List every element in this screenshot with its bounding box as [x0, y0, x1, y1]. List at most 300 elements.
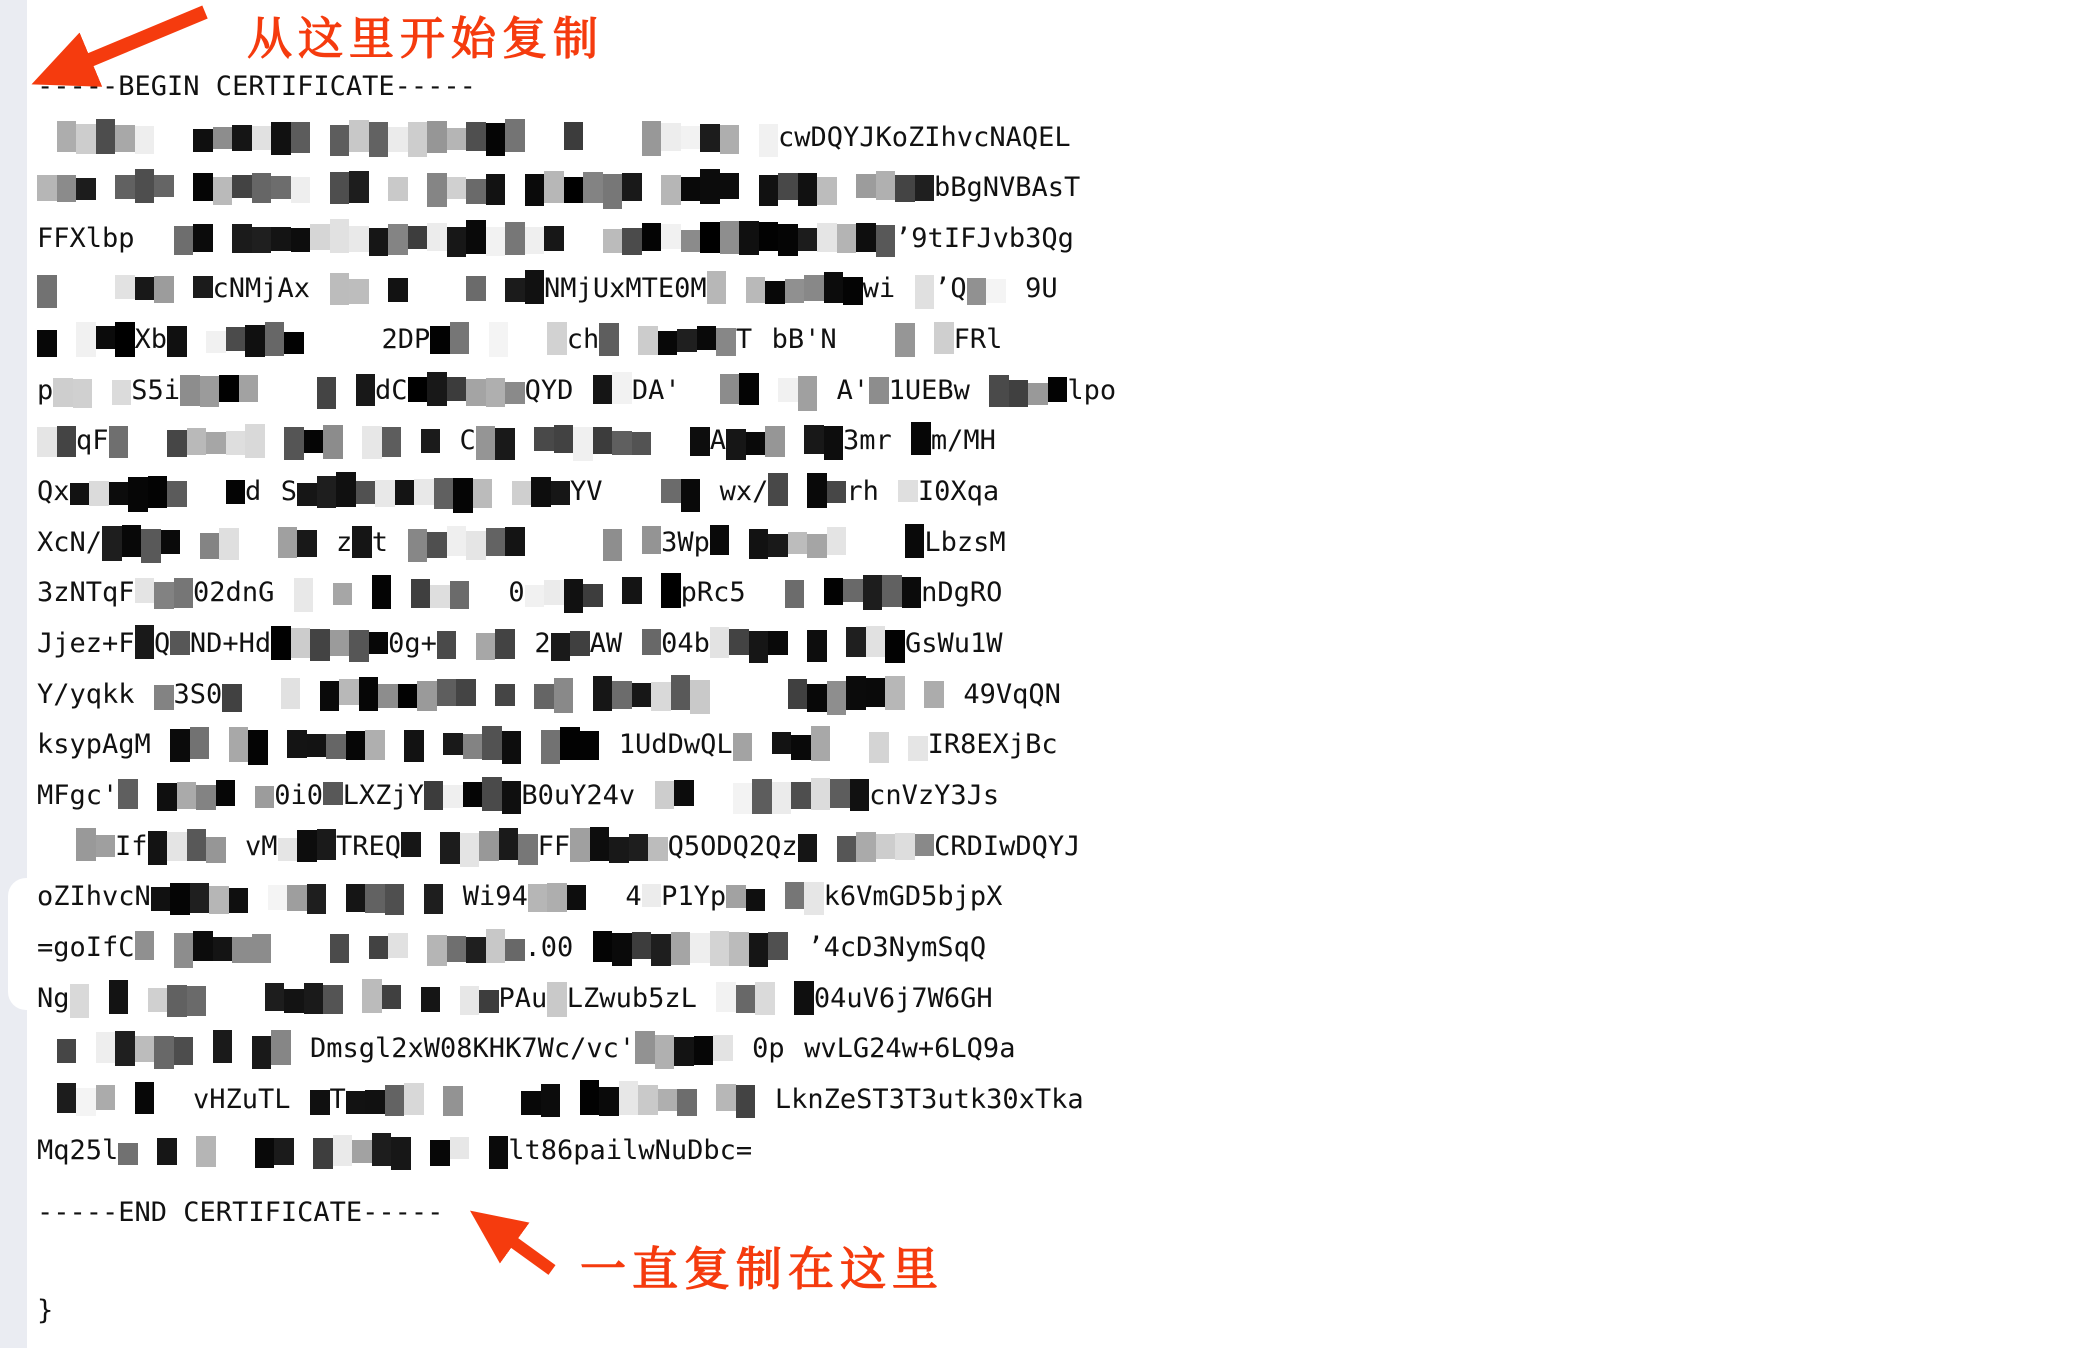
mosaic-block [297, 530, 317, 557]
mosaic-block [791, 735, 811, 760]
mosaic-block [141, 529, 161, 563]
mosaic-block [707, 271, 727, 304]
mosaic-block [284, 989, 304, 1013]
mosaic-block [443, 1086, 463, 1116]
mosaic-block [408, 934, 428, 965]
mosaic-block [388, 528, 408, 555]
mosaic-block [291, 628, 311, 658]
mosaic-block [154, 122, 174, 153]
mosaic-block [772, 782, 792, 814]
mosaic-block [291, 177, 311, 203]
mosaic-block [775, 985, 795, 1011]
mosaic-block [450, 581, 470, 609]
mosaic-block [135, 126, 155, 154]
mosaic-block [466, 937, 486, 963]
mosaic-block [642, 121, 662, 156]
mosaic-block [729, 932, 749, 966]
certificate-fragment: NMjUxMTE0M [544, 273, 707, 305]
certificate-fragment: LXZjY [342, 779, 424, 811]
mosaic-block [440, 832, 460, 864]
mosaic-block [167, 430, 187, 457]
mosaic-block [388, 177, 408, 201]
mosaic-block [697, 1085, 717, 1116]
mosaic-block [323, 331, 343, 354]
mosaic-block [310, 936, 330, 958]
mosaic-block [362, 979, 382, 1013]
mosaic-block [658, 1089, 678, 1111]
mosaic-block [193, 931, 213, 961]
certificate-fragment: Y/yqkk [37, 678, 135, 710]
mosaic-redaction [274, 573, 508, 612]
mosaic-block [681, 381, 701, 406]
mosaic-block [109, 482, 129, 505]
certificate-line [37, 720, 1058, 770]
mosaic-block [739, 373, 759, 405]
mosaic-block [879, 477, 899, 510]
mosaic-block [544, 531, 564, 557]
mosaic-block [291, 935, 311, 962]
mosaic-block [866, 678, 886, 707]
certificate-fragment: 2DP [381, 324, 431, 356]
mosaic-block [674, 1037, 694, 1066]
mosaic-block [622, 123, 642, 156]
mosaic-block [632, 683, 652, 707]
mosaic-redaction [261, 479, 281, 505]
mosaic-block [297, 377, 317, 403]
mosaic-block [885, 630, 905, 663]
mosaic-block [255, 786, 275, 808]
mosaic-block [135, 227, 155, 252]
mosaic-block [593, 427, 613, 454]
mosaic-block [528, 324, 548, 359]
certificate-fragment: A [709, 425, 727, 457]
mosaic-redaction [135, 628, 155, 659]
mosaic-redaction [869, 376, 889, 404]
mosaic-block [330, 172, 350, 204]
certificate-fragment: ’9tIFJvb3Qg [895, 222, 1074, 254]
mosaic-block [70, 483, 90, 505]
mosaic-block [229, 888, 249, 913]
mosaic-block [547, 322, 567, 355]
mosaic-block [304, 430, 324, 453]
mosaic-redaction [622, 628, 661, 660]
mosaic-block [193, 224, 213, 252]
certificate-fragment: wx/ [719, 476, 769, 508]
mosaic-redaction [102, 522, 336, 563]
mosaic-block [486, 929, 506, 963]
mosaic-block [599, 730, 619, 760]
mosaic-block [447, 936, 467, 962]
certificate-fragment: pRc5 [680, 577, 746, 609]
mosaic-block [466, 531, 486, 560]
mosaic-block [417, 681, 437, 711]
mosaic-block [768, 473, 788, 506]
mosaic-block [404, 1083, 424, 1115]
mosaic-block [128, 428, 148, 459]
mosaic-block [333, 583, 353, 605]
mosaic-block [317, 829, 337, 860]
certificate-fragment: FFXlbp [37, 222, 135, 254]
mosaic-block [456, 630, 476, 656]
mosaic-block [118, 779, 138, 809]
mosaic-block [180, 375, 200, 406]
mosaic-block [603, 127, 623, 153]
mosaic-block [226, 431, 246, 455]
mosaic-block [898, 480, 918, 502]
mosaic-block [430, 585, 450, 608]
mosaic-block [372, 1133, 392, 1166]
certificate-fragment: T [329, 1083, 346, 1115]
mosaic-block [219, 528, 239, 560]
mosaic-block [460, 833, 480, 867]
mosaic-redaction [135, 927, 525, 968]
mosaic-block [544, 171, 564, 203]
mosaic-block [817, 831, 837, 859]
mosaic-block [525, 174, 545, 206]
mosaic-block [697, 984, 717, 1009]
mosaic-block [798, 834, 818, 862]
mosaic-block [804, 275, 824, 301]
mosaic-block [174, 226, 194, 255]
certificate-fragment: 02dnG [193, 577, 275, 609]
mosaic-block [265, 983, 285, 1011]
mosaic-block [37, 275, 57, 308]
mosaic-block [115, 175, 135, 199]
mosaic-block [235, 787, 255, 811]
mosaic-block [521, 1091, 541, 1115]
mosaic-block [57, 329, 77, 351]
mosaic-block [463, 734, 483, 759]
certificate-fragment: B0uY24v [521, 779, 636, 811]
mosaic-block [281, 678, 301, 709]
certificate-fragment: bB'N [771, 324, 837, 356]
mosaic-block [785, 279, 805, 303]
mosaic-redaction [746, 572, 922, 614]
mosaic-block [612, 933, 632, 966]
mosaic-block [447, 128, 467, 150]
mosaic-block [174, 119, 194, 153]
mosaic-block [1009, 380, 1029, 407]
mosaic-redaction [437, 627, 535, 660]
mosaic-block [541, 730, 561, 764]
mosaic-block [661, 224, 681, 249]
mosaic-block [638, 1085, 658, 1115]
mosaic-block [677, 329, 697, 352]
mosaic-block [593, 676, 613, 711]
mosaic-block [733, 783, 753, 814]
mosaic-block [876, 225, 896, 257]
mosaic-block [193, 276, 213, 298]
certificate-fragment: XcN/ [37, 526, 103, 558]
mosaic-block [369, 173, 389, 208]
mosaic-block [388, 224, 408, 255]
mosaic-block [138, 1138, 158, 1170]
mosaic-block [382, 427, 402, 457]
mosaic-block [466, 220, 486, 254]
mosaic-block [817, 177, 837, 205]
mosaic-block [785, 882, 805, 909]
mosaic-block [690, 680, 710, 714]
mosaic-block [817, 223, 837, 252]
mosaic-block [804, 882, 824, 915]
mosaic-block [807, 534, 827, 558]
certificate-fragment: ND+Hd [189, 628, 272, 659]
certificate-fragment: S [280, 476, 298, 508]
mosaic-block [271, 1030, 291, 1065]
mosaic-block [196, 785, 216, 810]
mosaic-block [391, 576, 411, 608]
mosaic-block [495, 629, 515, 659]
mosaic-block [495, 428, 515, 460]
mosaic-block [603, 582, 623, 606]
certificate-fragment: C [459, 425, 476, 457]
mosaic-block [37, 834, 57, 857]
mosaic-block [232, 175, 252, 198]
mosaic-block [570, 631, 590, 656]
mosaic-block [583, 224, 603, 250]
mosaic-block [1028, 383, 1048, 405]
mosaic-block [333, 1135, 353, 1166]
mosaic-block [564, 122, 584, 150]
mosaic-block [466, 179, 486, 204]
mosaic-block [824, 272, 844, 303]
mosaic-block [255, 1138, 275, 1168]
mosaic-block [128, 477, 148, 512]
mosaic-block [346, 884, 366, 912]
mosaic-block [720, 173, 740, 199]
mosaic-block [252, 934, 272, 963]
mosaic-block [76, 322, 96, 357]
mosaic-block [817, 377, 837, 402]
mosaic-block [229, 727, 249, 762]
mosaic-block [73, 379, 93, 408]
mosaic-block [109, 980, 129, 1014]
mosaic-block [427, 532, 447, 558]
mosaic-block [850, 779, 870, 811]
mosaic-block [752, 324, 772, 352]
mosaic-block [424, 732, 444, 755]
mosaic-block [261, 475, 281, 505]
mosaic-block [924, 681, 944, 708]
mosaic-block [564, 177, 584, 203]
mosaic-block [710, 627, 730, 658]
mosaic-block [274, 1138, 294, 1165]
mosaic-block [248, 882, 268, 914]
mosaic-block [827, 527, 847, 555]
mosaic-block [856, 174, 876, 198]
mosaic-block [720, 221, 740, 254]
mosaic-redaction [70, 471, 246, 512]
mosaic-block [876, 834, 896, 859]
mosaic-block [401, 832, 421, 857]
mosaic-block [323, 782, 343, 805]
certificate-line [37, 365, 1116, 415]
certificate-fragment: S5i [131, 374, 181, 406]
mosaic-block [733, 733, 753, 761]
mosaic-block [313, 584, 333, 608]
mosaic-block [96, 276, 116, 302]
mosaic-block [180, 528, 200, 563]
mosaic-block [642, 173, 662, 202]
mosaic-block [850, 733, 870, 756]
mosaic-block [57, 121, 77, 152]
mosaic-block [863, 575, 883, 610]
mosaic-redaction [798, 830, 935, 862]
certificate-fragment: YV [570, 476, 603, 508]
mosaic-block [167, 985, 187, 1017]
mosaic-redaction [768, 475, 846, 508]
certificate-fragment: cnVzY3Js [869, 779, 1000, 811]
mosaic-block [785, 580, 805, 608]
mosaic-block [135, 169, 155, 203]
mosaic-block [811, 778, 831, 810]
mosaic-redaction [573, 928, 807, 967]
mosaic-block [502, 1084, 522, 1118]
mosaic-block [856, 223, 876, 252]
mosaic-block [661, 123, 681, 151]
mosaic-block [915, 275, 935, 309]
mosaic-block [755, 1083, 775, 1118]
mosaic-block [525, 585, 545, 607]
certificate-fragment: 9U [1025, 273, 1058, 305]
mosaic-block [346, 731, 366, 760]
mosaic-block [122, 525, 142, 557]
mosaic-block [1006, 279, 1026, 305]
mosaic-block [788, 679, 808, 709]
mosaic-redaction [892, 426, 931, 455]
mosaic-block [521, 728, 541, 763]
mosaic-block [252, 126, 272, 150]
mosaic-redaction [599, 323, 736, 356]
mosaic-block [908, 736, 928, 761]
certificate-fragment: 3mr [843, 425, 892, 457]
mosaic-block [778, 173, 798, 200]
mosaic-block [915, 175, 935, 201]
mosaic-block [349, 120, 369, 152]
mosaic-block [297, 830, 317, 862]
mosaic-block [219, 375, 239, 402]
mosaic-block [739, 130, 759, 152]
mosaic-redaction [271, 625, 388, 662]
mosaic-block [213, 220, 233, 255]
mosaic-block [216, 1139, 236, 1162]
mosaic-block [401, 987, 421, 1017]
closing-brace: } [37, 1294, 54, 1326]
certificate-fragment: 3zNTqF [37, 577, 135, 609]
mosaic-block [430, 326, 450, 354]
mosaic-block [96, 835, 116, 857]
certificate-fragment: cNMjAx [212, 273, 311, 305]
mosaic-block [866, 626, 886, 657]
certificate-fragment: AW [589, 628, 623, 659]
mosaic-block [151, 887, 171, 911]
certificate-fragment: lpo [1067, 374, 1117, 406]
mosaic-redaction [37, 1028, 310, 1069]
mosaic-block [177, 1139, 197, 1166]
certificate-fragment: I0Xqa [917, 476, 1000, 508]
mosaic-block [326, 885, 346, 908]
mosaic-block [209, 886, 229, 914]
mosaic-redaction [967, 272, 1026, 305]
certificate-fragment: t [371, 526, 389, 558]
mosaic-block [365, 1090, 385, 1114]
mosaic-block [674, 780, 694, 806]
mosaic-block [512, 481, 532, 505]
mosaic-block [612, 681, 632, 709]
certificate-fragment: Mq25l [37, 1134, 119, 1166]
mosaic-block [271, 626, 291, 660]
mosaic-block [911, 422, 931, 455]
mosaic-block [716, 1084, 736, 1111]
certificate-fragment: Qx [37, 476, 70, 508]
mosaic-block [573, 374, 593, 408]
mosaic-redaction [424, 777, 522, 814]
certificate-fragment: LbzsM [924, 526, 1006, 558]
mosaic-block [541, 1084, 561, 1117]
mosaic-block [213, 177, 233, 205]
mosaic-block [245, 325, 265, 357]
certificate-fragment: cwDQYJKoZIhvcNAQEL [778, 121, 1071, 153]
certificate-fragment: Wi94 [462, 881, 528, 913]
certificate-line [37, 1074, 1084, 1124]
mosaic-block [352, 1140, 372, 1163]
mosaic-block [89, 987, 109, 1011]
mosaic-block [193, 1032, 213, 1067]
mosaic-block [239, 375, 259, 402]
mosaic-block [310, 279, 330, 305]
mosaic-block [447, 177, 467, 199]
mosaic-block [278, 838, 298, 861]
mosaic-block [755, 982, 775, 1015]
mosaic-block [466, 122, 486, 151]
mosaic-block [336, 375, 356, 406]
mosaic-block [430, 1140, 450, 1166]
mosaic-block [187, 986, 207, 1016]
mosaic-block [651, 432, 671, 457]
mosaic-block [232, 224, 252, 253]
mosaic-block [408, 377, 428, 402]
mosaic-block [905, 679, 925, 710]
mosaic-block [154, 582, 174, 609]
mosaic-block [505, 939, 525, 961]
mosaic-block [76, 1034, 96, 1069]
mosaic-redaction [170, 633, 190, 655]
mosaic-block [944, 680, 964, 708]
mosaic-block [187, 324, 207, 355]
mosaic-block [593, 375, 613, 404]
mosaic-block [271, 176, 291, 199]
mosaic-redaction [642, 886, 662, 907]
mosaic-block [352, 581, 372, 611]
mosaic-block [515, 633, 535, 660]
certificate-fragment: LknZeST3T3utk30xTka [774, 1083, 1084, 1115]
certificate-line [37, 770, 999, 820]
mosaic-block [424, 1086, 444, 1112]
certificate-fragment: Dmsgl2xW08KHK7Wc/vc' [310, 1033, 636, 1065]
mosaic-block [401, 430, 421, 457]
mosaic-block [304, 983, 324, 1014]
mosaic-block [885, 676, 905, 710]
mosaic-block [671, 427, 691, 451]
mosaic-block [895, 323, 915, 357]
mosaic-block [239, 531, 259, 554]
mosaic-block [424, 884, 444, 914]
mosaic-block [92, 377, 112, 401]
mosaic-block [749, 631, 769, 663]
mosaic-block [866, 530, 886, 559]
mosaic-block [343, 983, 363, 1017]
mosaic-block [768, 680, 788, 707]
